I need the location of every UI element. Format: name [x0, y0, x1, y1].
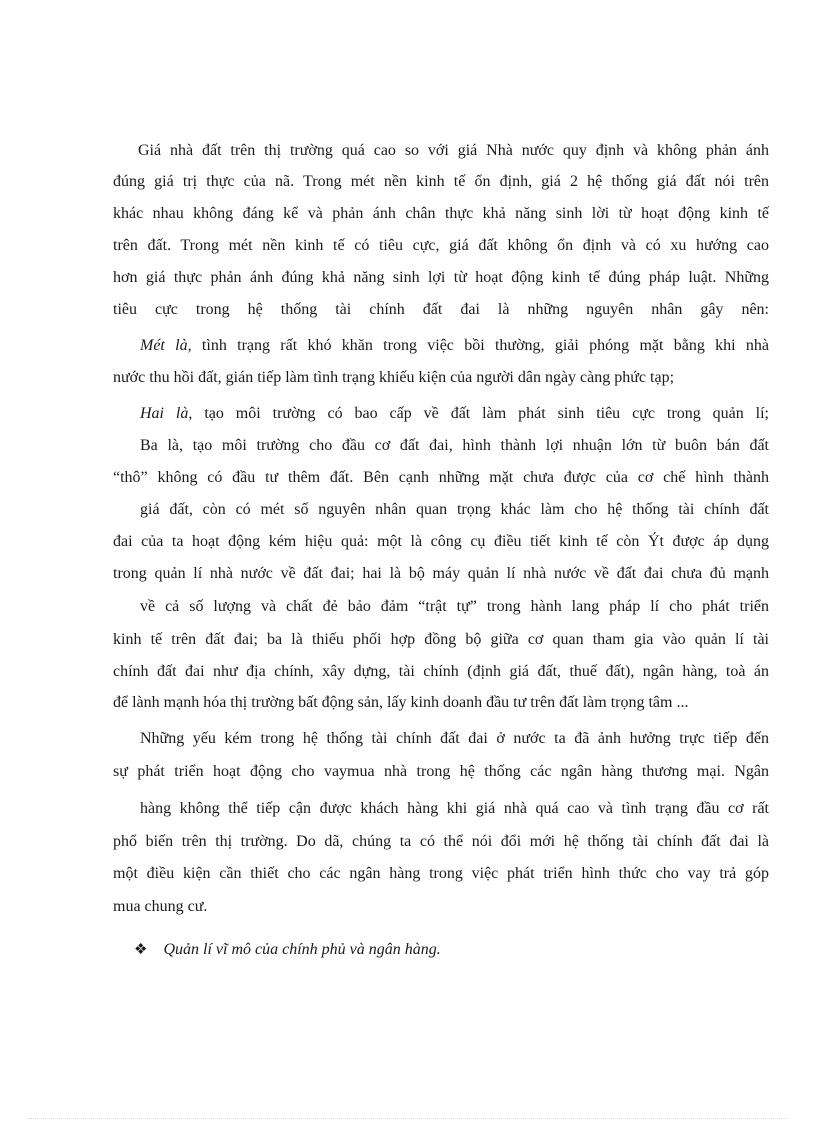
item3-line-3: giá đất, còn có mét số nguyên nhân quan trọng khác làm cho hệ thống tài chính đất — [140, 501, 769, 518]
item2-line-1 — [140, 404, 769, 424]
item3-line-2: “thô” không có đầu tư thêm đất. Bên cạnh những mặt chưa được của cơ chế hình thành — [113, 469, 769, 486]
diamond-bullet-icon: ❖ — [134, 942, 148, 958]
p1-line-2: đúng giá trị thực của nã. Trong mét nền kinh tế ổn định, giá 2 hệ thống giá đất nói trên — [113, 173, 769, 190]
item1-text: tình trạng rất khó khăn trong việc bồi thường, giải phóng mặt bằng khi nhà — [191, 337, 769, 354]
section-heading-text: Quản lí vĩ mô của chính phủ và ngân hàng. — [163, 941, 441, 958]
p1-line-4: trên đất. Trong mét nền kinh tế có tiêu cực, giá đất không ổn định và có xu hướng cao — [113, 237, 769, 254]
section-heading — [134, 940, 441, 960]
item2-lead: Hai là, — [140, 405, 193, 422]
item1-line-2: nước thu hồi đất, gián tiếp làm tình trạng khiếu kiện của người dân ngày càng phức tạp; — [113, 369, 675, 386]
p2-line-1: Những yếu kém trong hệ thống tài chính đất đai ở nước ta đã ảnh hưởng trực tiếp đến — [140, 730, 769, 747]
item1-line-1 — [140, 336, 769, 356]
p2-line-2: sự phát triển hoạt động cho vaymua nhà trong hệ thống các ngân hàng thương mại. Ngân — [113, 763, 769, 780]
page-bottom-border — [28, 1118, 788, 1119]
p2-line-4: phổ biến trên thị trường. Do dã, chúng ta có thể nói đổi mới hệ thống tài chính đất đai là — [113, 833, 769, 850]
item3-line-1: Ba là, tạo môi trường cho đầu cơ đất đai, hình thành lợi nhuận lớn từ buôn bán đất — [140, 437, 769, 454]
item3-line-4: đai của ta hoạt động kém hiệu quả: một là công cụ điều tiết kinh tế còn Ýt được áp dụng — [113, 533, 769, 550]
p1-line-6: tiêu cực trong hệ thống tài chính đất đai là những nguyên nhân gây nên: — [113, 301, 769, 318]
p2-line-3: hàng không thể tiếp cận được khách hàng khi giá nhà quá cao và tình trạng đầu cơ rất — [140, 800, 769, 817]
item3-line-6: về cả số lượng và chất đẻ bảo đảm “trật tự” trong hành lang pháp lí cho phát triển — [140, 598, 769, 615]
item1-lead: Mét là, — [140, 337, 192, 354]
p2-line-6: mua chung cư. — [113, 898, 208, 915]
item2-text: tạo môi trường có bao cấp về đất làm phát sinh tiêu cực trong quản lí; — [192, 405, 770, 422]
p1-line-1: Giá nhà đất trên thị trường quá cao so với giá Nhà nước quy định và không phản ánh — [138, 142, 769, 159]
item3-line-7: kinh tế trên đất đai; ba là thiếu phối hợp đồng bộ giữa cơ quan tham gia vào quản lí tài — [113, 631, 769, 648]
p2-line-5: một điều kiện cần thiết cho các ngân hàng trong việc phát triển hình thức cho vay trả góp — [113, 865, 769, 882]
item3-line-5: trong quản lí nhà nước về đất đai; hai là bộ máy quản lí nhà nước về đất đai chưa đủ mạnh — [113, 565, 769, 582]
p1-line-3: khác nhau không đáng kể và phản ánh chân thực khả năng sinh lời từ hoạt động kinh tế — [113, 205, 769, 222]
item3-line-8: chính đất đai như địa chính, xây dựng, tài chính (định giá đất, thuế đất), ngân hàng, toà án — [113, 663, 769, 680]
item3-line-9: để lành mạnh hóa thị trường bất động sản, lấy kinh doanh đầu tư trên đất làm trọng tâm ... — [113, 694, 689, 711]
p1-line-5: hơn giá thực phản ánh đúng khả năng sinh lợi từ hoạt động kinh tế đúng pháp luật. Những — [113, 269, 769, 286]
